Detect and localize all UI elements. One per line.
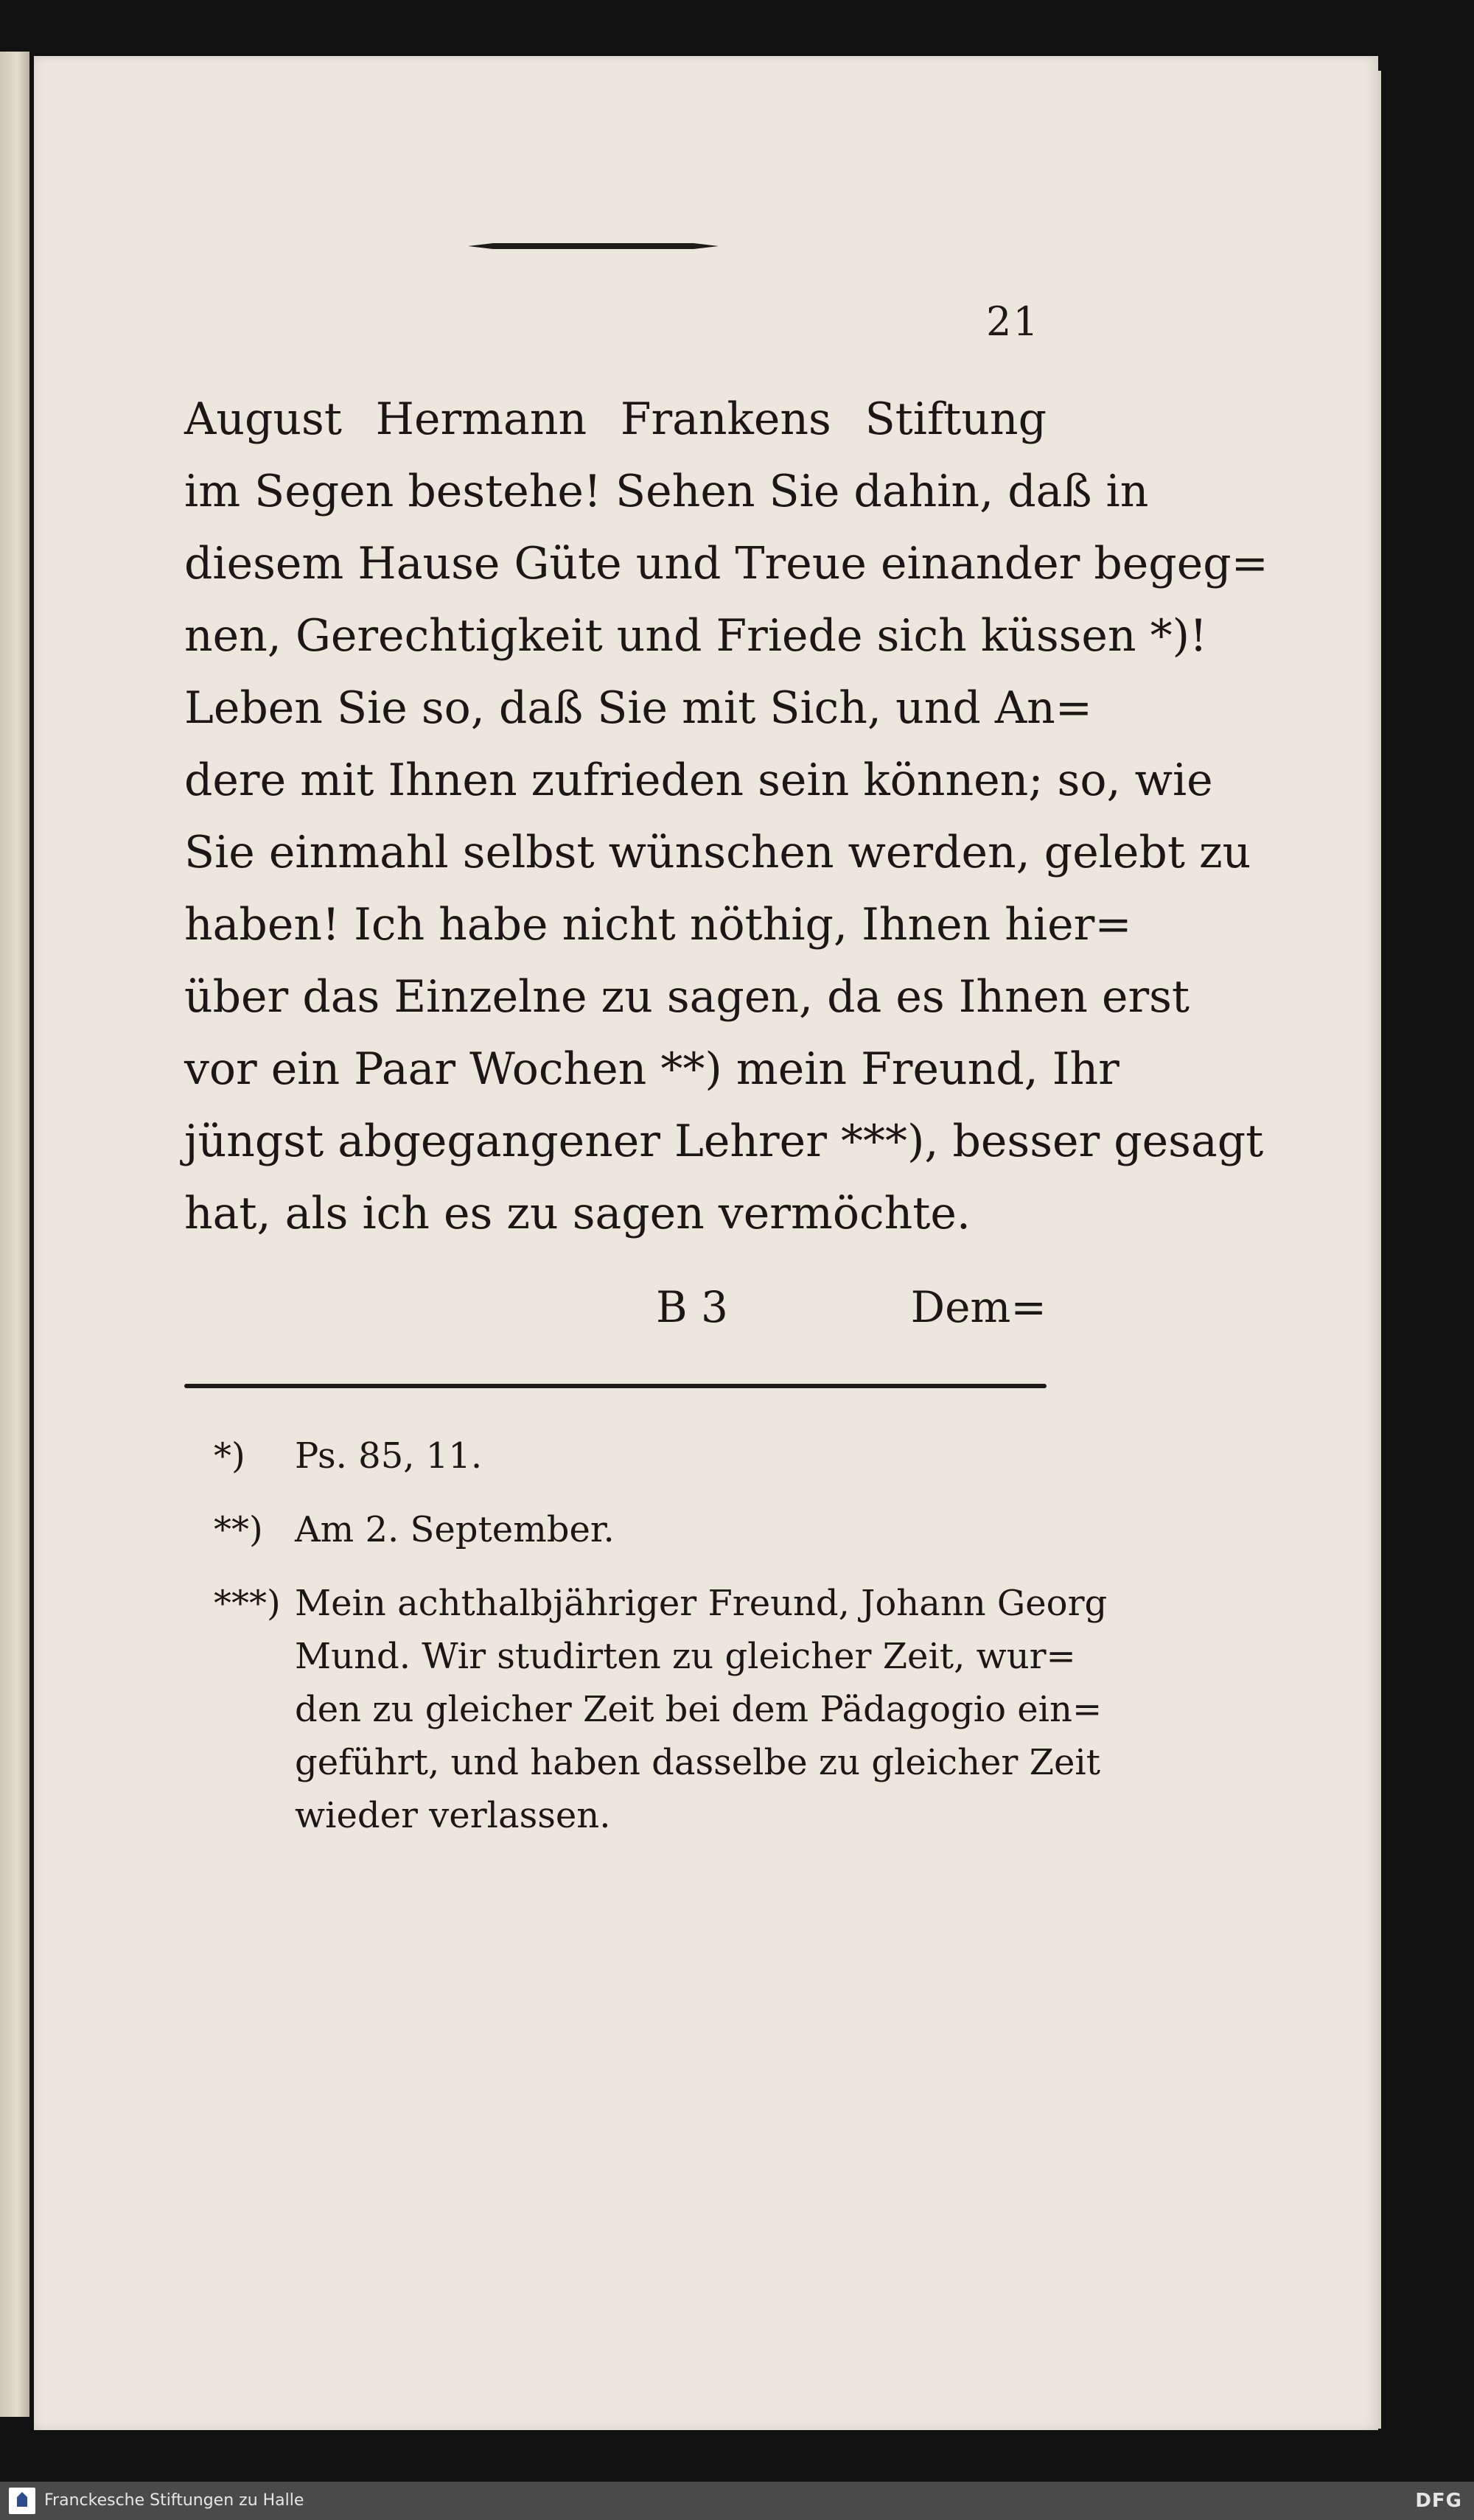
text-line: über das Einzelne zu sagen, da es Ihnen erst: [184, 971, 1190, 1023]
footer-institution-text: Franckesche Stiftungen zu Halle: [44, 2491, 304, 2510]
footnotes: [214, 1429, 1108, 1863]
signature-mark: B 3: [656, 1282, 728, 1332]
signature-row: [184, 1282, 1047, 1356]
footnote-line: Mein achthalbjähriger Freund, Johann Georg: [295, 1583, 1108, 1624]
text-line: haben! Ich habe nicht nöthig, Ihnen hier=: [184, 899, 1132, 951]
text-line: jüngst abgegangener Lehrer ***), besser gesagt: [184, 1116, 1264, 1167]
footnote: [214, 1503, 1047, 1556]
footnote-mark: *): [214, 1435, 245, 1477]
footnote-rule: [184, 1384, 1047, 1388]
viewer-footer-bar: [0, 2482, 1474, 2520]
footnote-mark: **): [214, 1509, 263, 1550]
previous-page-edge: [0, 52, 29, 2417]
footnote-text: Ps. 85, 11.: [295, 1435, 483, 1477]
body-text: [184, 383, 1268, 1250]
text-line: Sie einmahl selbst wünschen werden, gelebt zu: [184, 827, 1251, 878]
text-line: dere mit Ihnen zufrieden sein können; so, wie: [184, 755, 1213, 806]
text-line: nen, Gerechtigkeit und Friede sich küssen *)!: [184, 610, 1208, 662]
footnote-line: geführt, und haben dasselbe zu gleicher Zeit: [295, 1742, 1100, 1783]
dfg-logo: DFG: [1415, 2490, 1462, 2512]
text-line: vor ein Paar Wochen **) mein Freund, Ihr: [184, 1043, 1120, 1095]
footnote-mark: ***): [214, 1583, 281, 1624]
footnote: [214, 1429, 1047, 1483]
footnote-line: den zu gleicher Zeit bei dem Pädagogio ein=: [295, 1689, 1103, 1730]
footnote-line: Mund. Wir studirten zu gleicher Zeit, wur=: [295, 1636, 1076, 1677]
footnote-line: wieder verlassen.: [295, 1795, 611, 1836]
catchword: Dem=: [910, 1282, 1047, 1332]
header-rule: [468, 243, 719, 249]
footnote: [214, 1577, 1108, 1842]
text-line: hat, als ich es zu sagen vermöchte.: [184, 1188, 971, 1239]
text-line: im Segen bestehe! Sehen Sie dahin, daß in: [184, 466, 1149, 517]
text-line: Leben Sie so, daß Sie mit Sich, und An=: [184, 682, 1093, 734]
page-number: 21: [986, 298, 1040, 345]
text-line: diesem Hause Güte und Treue einander begeg=: [184, 538, 1268, 589]
institution-logo-icon: [9, 2488, 35, 2514]
footnote-text: Am 2. September.: [295, 1509, 615, 1550]
text-line: August Hermann Frankens Stiftung: [184, 393, 1047, 445]
